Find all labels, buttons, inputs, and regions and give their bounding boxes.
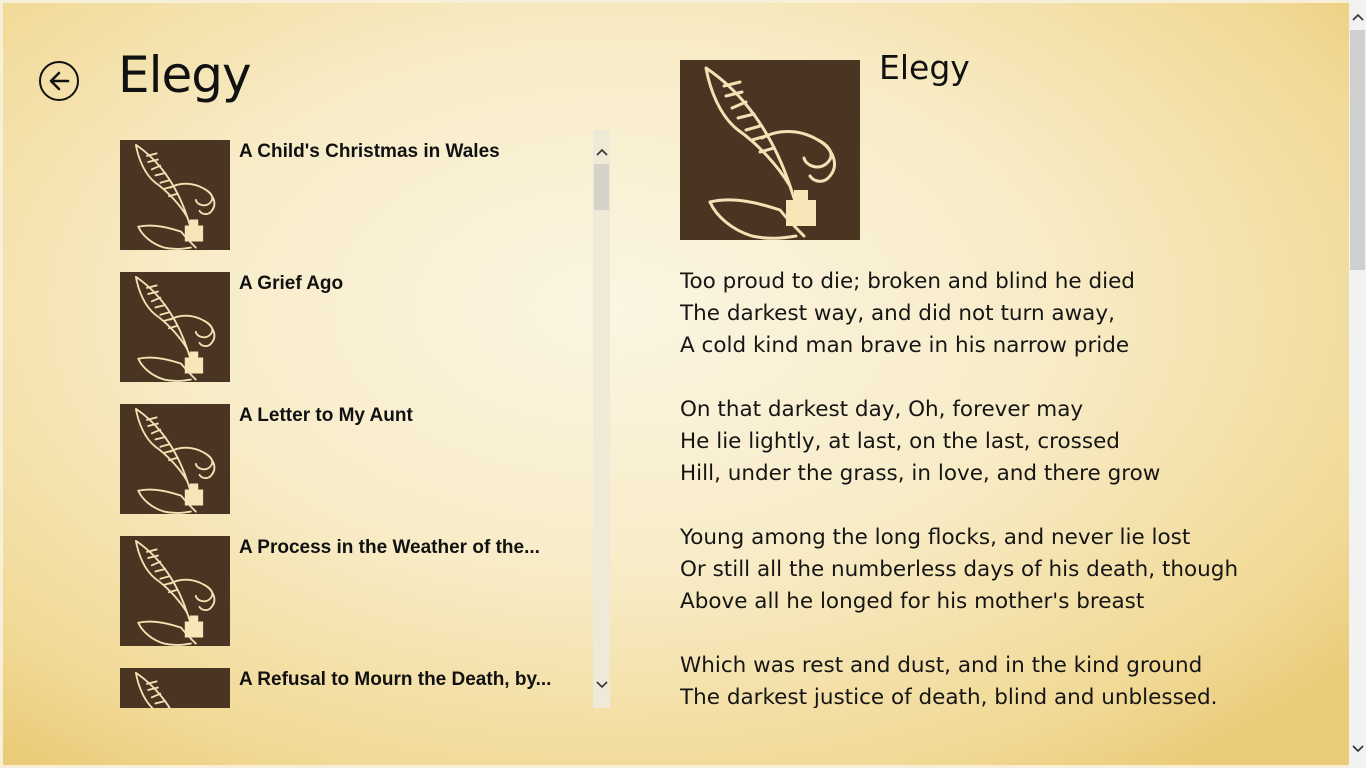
back-button[interactable] [39,61,79,101]
stanza [680,266,1280,362]
poem-image [680,60,860,240]
stanza [680,650,1280,708]
quill-inkwell-icon [120,272,230,382]
poem-text [680,266,1280,708]
list-item-title: A Refusal to Mourn the Death, by... [239,669,552,690]
scroll-up-arrow[interactable] [593,143,610,160]
poem-line: On that darkest day, Oh, forever may [680,397,1084,422]
poem-thumbnail [120,536,230,646]
back-arrow-icon [47,69,71,93]
poem-line: Above all he longed for his mother's breast [680,589,1145,614]
page-scrollbar[interactable] [1349,0,1366,768]
poem-thumbnail [120,140,230,250]
chevron-up-icon [596,148,608,156]
chevron-down-icon [1352,745,1364,753]
poem-line: Young among the long flocks, and never lie lost [680,525,1191,550]
list-item-title: A Grief Ago [239,273,344,294]
poem-line: Hill, under the grass, in love, and there grow [680,461,1161,486]
list-item-title: A Process in the Weather of the... [239,537,540,558]
poem-line: The darkest justice of death, blind and unblessed. [680,685,1218,708]
list-item[interactable] [120,526,590,636]
stanza [680,394,1280,490]
poem-line: He lie lightly, at last, on the last, crossed [680,429,1120,454]
scroll-down-arrow[interactable] [593,676,610,693]
quill-inkwell-icon [120,536,230,646]
list-item-title: A Letter to My Aunt [239,405,413,426]
chevron-up-icon [1352,13,1364,21]
poem-line: Or still all the numberless days of his death, though [680,557,1239,582]
poem-list [120,130,590,708]
list-scroll-thumb[interactable] [594,164,609,210]
poem-thumbnail [120,668,230,708]
list-item-title: A Child's Christmas in Wales [239,141,500,162]
quill-inkwell-icon [120,140,230,250]
list-scrollbar[interactable] [593,130,610,708]
quill-inkwell-icon [120,668,230,708]
poem-line: A cold kind man brave in his narrow pride [680,333,1130,358]
poem-line: Which was rest and dust, and in the kind ground [680,653,1203,678]
list-item[interactable] [120,130,590,240]
page-scroll-down-arrow[interactable] [1349,740,1366,757]
stanza [680,522,1280,618]
list-item[interactable] [120,262,590,372]
page-title: Elegy [118,46,251,104]
poem-line: Too proud to die; broken and blind he died [680,269,1135,294]
quill-inkwell-icon [680,60,860,240]
list-item[interactable] [120,394,590,504]
poem-line: The darkest way, and did not turn away, [680,301,1115,326]
poem-thumbnail [120,272,230,382]
chevron-down-icon [596,681,608,689]
quill-inkwell-icon [120,404,230,514]
page-scroll-thumb[interactable] [1350,30,1365,270]
poem-thumbnail [120,404,230,514]
poem-title: Elegy [879,48,970,87]
page-scroll-up-arrow[interactable] [1349,8,1366,25]
list-item[interactable] [120,658,590,708]
